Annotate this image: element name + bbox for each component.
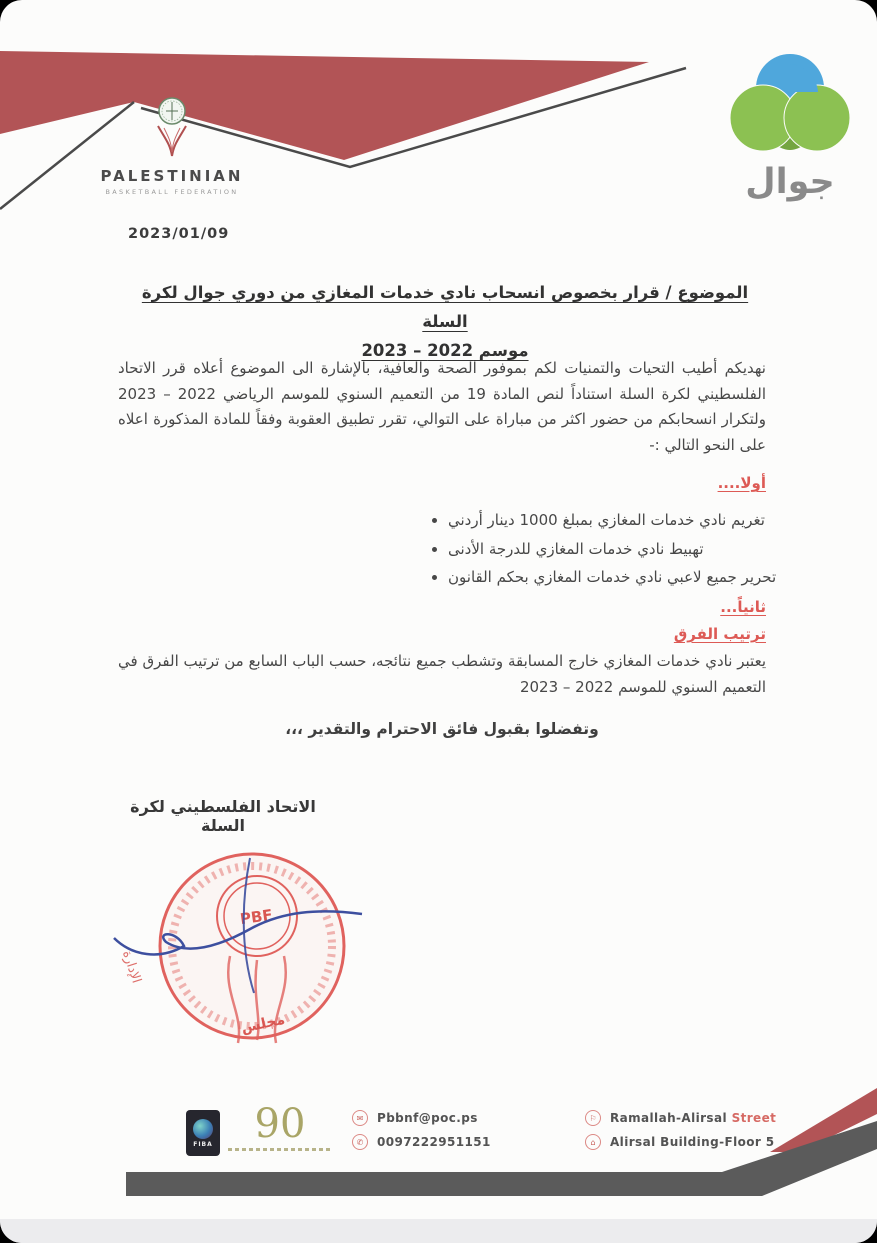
email-icon: ✉ [352, 1110, 368, 1126]
address-line1-accent: Street [731, 1111, 777, 1125]
penalty-3: تحرير جميع لاعبي نادي خدمات المغازي بحكم القانون [448, 568, 777, 586]
penalty-2: تهبيط نادي خدمات المغازي للدرجة الأدنى [448, 539, 704, 558]
penalties-list [428, 506, 776, 592]
building-icon: ⌂ [585, 1134, 601, 1150]
second-heading-text: ثانياً... [720, 598, 766, 616]
federation-name: PALESTINIAN [100, 167, 244, 185]
anniversary-number: 90 [254, 1101, 306, 1147]
footer-gray-band [126, 1121, 877, 1196]
footer-ribbon-graphic [0, 1073, 877, 1243]
first-heading-text: أولا.... [717, 474, 766, 492]
second-section-heading [118, 594, 766, 648]
federation-logo [90, 96, 254, 196]
letter-date: 2023/01/09 [128, 226, 230, 242]
subject-block [128, 278, 762, 365]
federation-subname: BASKETBALL FEDERATION [105, 188, 239, 196]
list-item [448, 506, 776, 535]
official-stamp-and-signature [112, 828, 412, 1098]
jawwal-wordmark: جوال [745, 162, 835, 202]
list-item [448, 563, 776, 592]
stamp-center-text: PBF [238, 905, 274, 929]
stamp-word-majlis: مجلس [239, 1011, 287, 1037]
location-icon: ⚐ [585, 1110, 601, 1126]
jawwal-logo [720, 52, 860, 202]
fiba-label: FIBA [193, 1140, 213, 1148]
subject-line2: موسم 2022 – 2023 [361, 341, 529, 360]
standings-paragraph: يعتبر نادي خدمات المغازي خارج المسابقة وتشطب جميع نتائجه، حسب الباب السابع من ترتيب الفرق في التعميم السنوي للموسم 2022 – 2023 [118, 652, 766, 696]
email-address: Pbbnf@poc.ps [377, 1111, 478, 1125]
signing-organization: الاتحاد الفلسطيني لكرة السلة [130, 797, 316, 835]
address-line1-main: Ramallah-Alirsal [610, 1111, 727, 1125]
phone-icon: ✆ [352, 1134, 368, 1150]
subject-line1: الموضوع / قرار بخصوص انسحاب نادي خدمات المغازي من دوري جوال لكرة السلة [141, 283, 749, 331]
stamp-outer-ring [160, 854, 344, 1038]
scan-bottom-edge [0, 1219, 877, 1243]
list-item [448, 535, 776, 564]
stamp-word-idara: الإدارة [119, 948, 144, 986]
federation-emblem-icon [146, 96, 198, 160]
closing-salutation: وتفضلوا بقبول فائق الاحترام والتقدير ،،، [285, 720, 599, 738]
address-line2: Alirsal Building-Floor 5 [610, 1135, 775, 1149]
phone-number: 0097222951151 [377, 1135, 491, 1149]
first-section-heading [118, 474, 766, 492]
jawwal-circles-icon [723, 52, 857, 156]
penalty-1: تغريم نادي خدمات المغازي بمبلغ 1000 دينار أردني [448, 511, 765, 529]
standings-subheading: ترتيب الفرق [673, 625, 766, 643]
intro-paragraph: نهديكم أطيب التحيات والتمنيات لكم بموفور الصحة والعافية، بالإشارة الى الموضوع أعلاه قرر الاتحاد الفلسطيني لكرة السلة استناداً لنص المادة 19 من التعميم السنوي للموسم الرياضي 2022 – 2023 ولتكرار انسحابكم من حضور اكثر من مباراة على التوالي، تقرر تطبيق العقوبة وفقاً للمادة المذكورة اعلاه على النحو التالي :- [118, 359, 766, 454]
